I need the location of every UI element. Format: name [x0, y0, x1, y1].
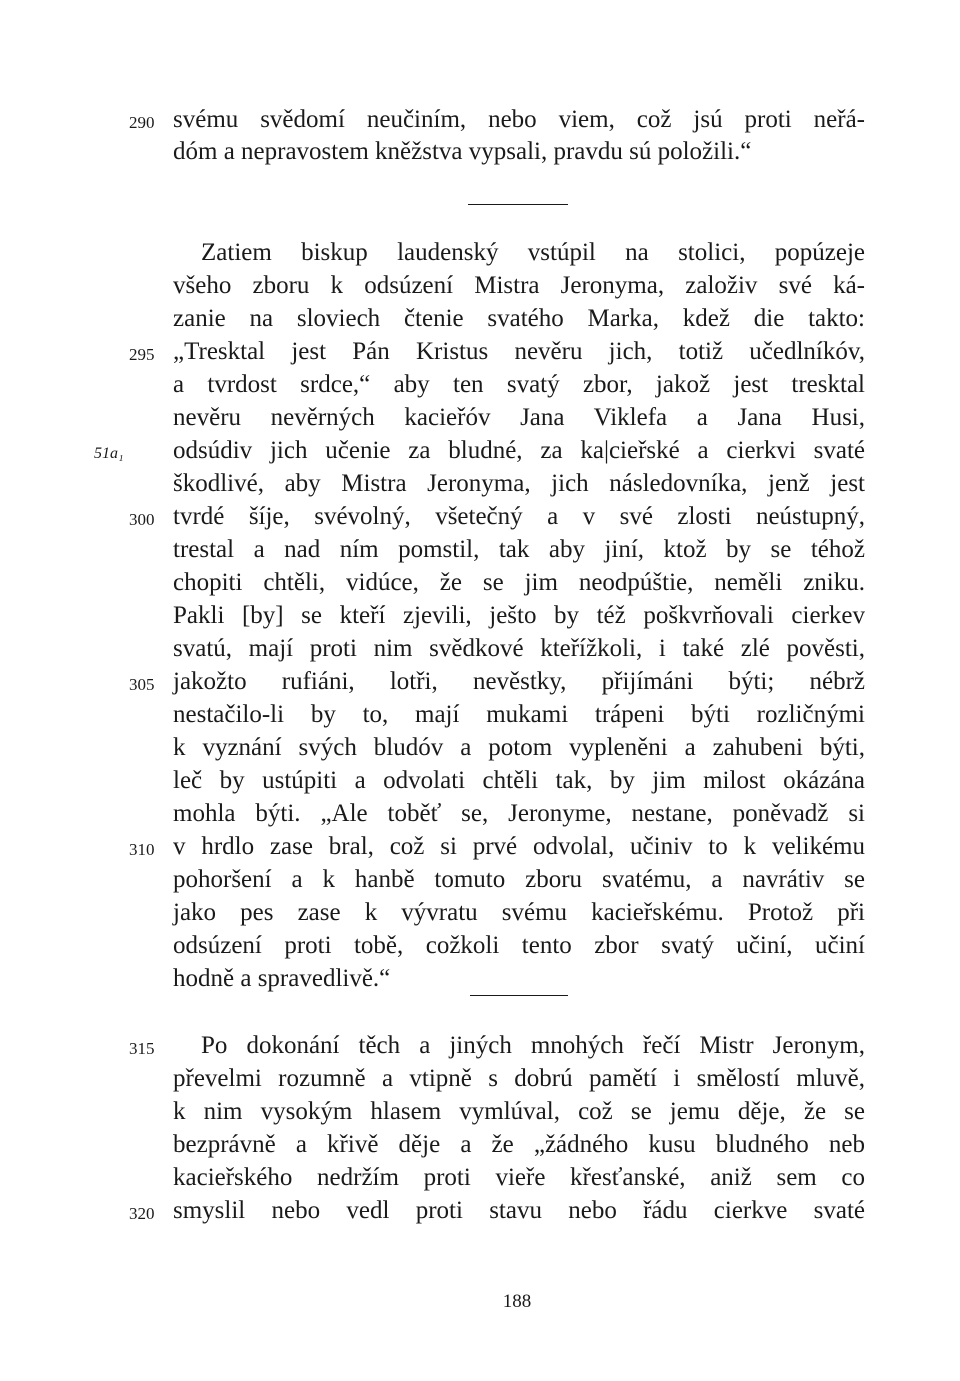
- text-line: a tvrdost srdce,“ aby ten svatý zbor, jakož jest tresktal: [173, 371, 865, 398]
- folio-marginal-note: 51a₁: [94, 445, 124, 462]
- text-line: k nim vysokým hlasem vymlúval, což se jemu děje, že se: [173, 1098, 865, 1125]
- text-line: všeho zboru k odsúzení Mistra Jeronyma, založiv své ká-: [173, 272, 865, 299]
- text-line: svatú, mají proti nim svědkové kteřížkoli, i také zlé pověsti,: [173, 635, 865, 662]
- text-line: zanie na sloviech čtenie svatého Marka, kdež die takto:: [173, 305, 865, 332]
- text-line: pohoršení a k hanbě tomuto zboru svatému, a navrátiv se: [173, 866, 865, 893]
- text-line: jako pes zase k vývratu svému kacieřskému. Protož při: [173, 899, 865, 926]
- text-line: v hrdlo zase bral, což si prvé odvolal, učiniv to k velikému: [173, 833, 865, 860]
- page-number: 188: [502, 1291, 532, 1312]
- text-line: mohla býti. „Ale toběť se, Jeronyme, nestane, poněvadž si: [173, 800, 865, 827]
- text-line: škodlivé, aby Mistra Jeronyma, jich následovníka, jenž jest: [173, 470, 865, 497]
- text-line: trestal a nad ním pomstil, tak aby jiní, ktož by se téhož: [173, 536, 865, 563]
- text-line: hodně a spravedlivě.“: [173, 965, 391, 992]
- line-number-305: 305: [129, 675, 155, 694]
- text-line: jakožto rufiáni, lotři, nevěstky, přijímáni býti; nébrž: [173, 668, 865, 695]
- text-line: převelmi rozumně a vtipně s dobrú pamětí i smělostí mluvě,: [173, 1065, 865, 1092]
- section-divider: [470, 995, 568, 996]
- line-number-315: 315: [129, 1039, 155, 1058]
- text-line: tvrdé šíje, svévolný, všetečný a v své zlosti neústupný,: [173, 503, 865, 530]
- text-line: odsúzení proti tobě, cožkoli tento zbor svatý učiní, učiní: [173, 932, 865, 959]
- text-line: kacieřského nedržím proti vieře křesťanské, aniž sem co: [173, 1164, 865, 1191]
- text-line: dóm a nepravostem kněžstva vypsali, pravdu sú položili.“: [173, 138, 752, 165]
- text-line: „Tresktal jest Pán Kristus nevěru jich, totiž učedlníkóv,: [173, 338, 865, 365]
- text-line: nevěru nevěrných kacieřóv Jana Viklefa a Jana Husi,: [173, 404, 865, 431]
- line-number-295: 295: [129, 345, 155, 364]
- section-divider: [468, 204, 568, 205]
- text-line: nestačilo-li by to, mají mukami trápeni býti rozličnými: [173, 701, 865, 728]
- text-line: k vyznání svých bludóv a potom vypleněni a zahubeni býti,: [173, 734, 865, 761]
- text-line: leč by ustúpiti a odvolati chtěli tak, by jim milost okázána: [173, 767, 865, 794]
- text-line: bezprávně a křivě děje a že „žádného kusu bludného neb: [173, 1131, 865, 1158]
- line-number-300: 300: [129, 510, 155, 529]
- line-number-290: 290: [129, 113, 155, 132]
- text-line: chopiti chtěli, vidúce, že se jim neodpúštie, neměli zniku.: [173, 569, 865, 596]
- line-number-310: 310: [129, 840, 155, 859]
- text-line: smyslil nebo vedl proti stavu nebo řádu cierkve svaté: [173, 1197, 865, 1224]
- text-line: svému svědomí neučiním, nebo viem, což jsú proti neřá-: [173, 106, 865, 133]
- text-line: Po dokonání těch a jiných mnohých řečí Mistr Jeronym,: [201, 1032, 865, 1059]
- line-number-320: 320: [129, 1204, 155, 1223]
- text-line: Zatiem biskup laudenský vstúpil na stolici, popúzeje: [201, 239, 865, 266]
- text-line: Pakli [by] se kteří zjevili, ješto by též poškvrňovali cierkev: [173, 602, 865, 629]
- text-line: odsúdiv jich učenie za bludné, za ka|cieřské a cierkvi svaté: [173, 437, 865, 464]
